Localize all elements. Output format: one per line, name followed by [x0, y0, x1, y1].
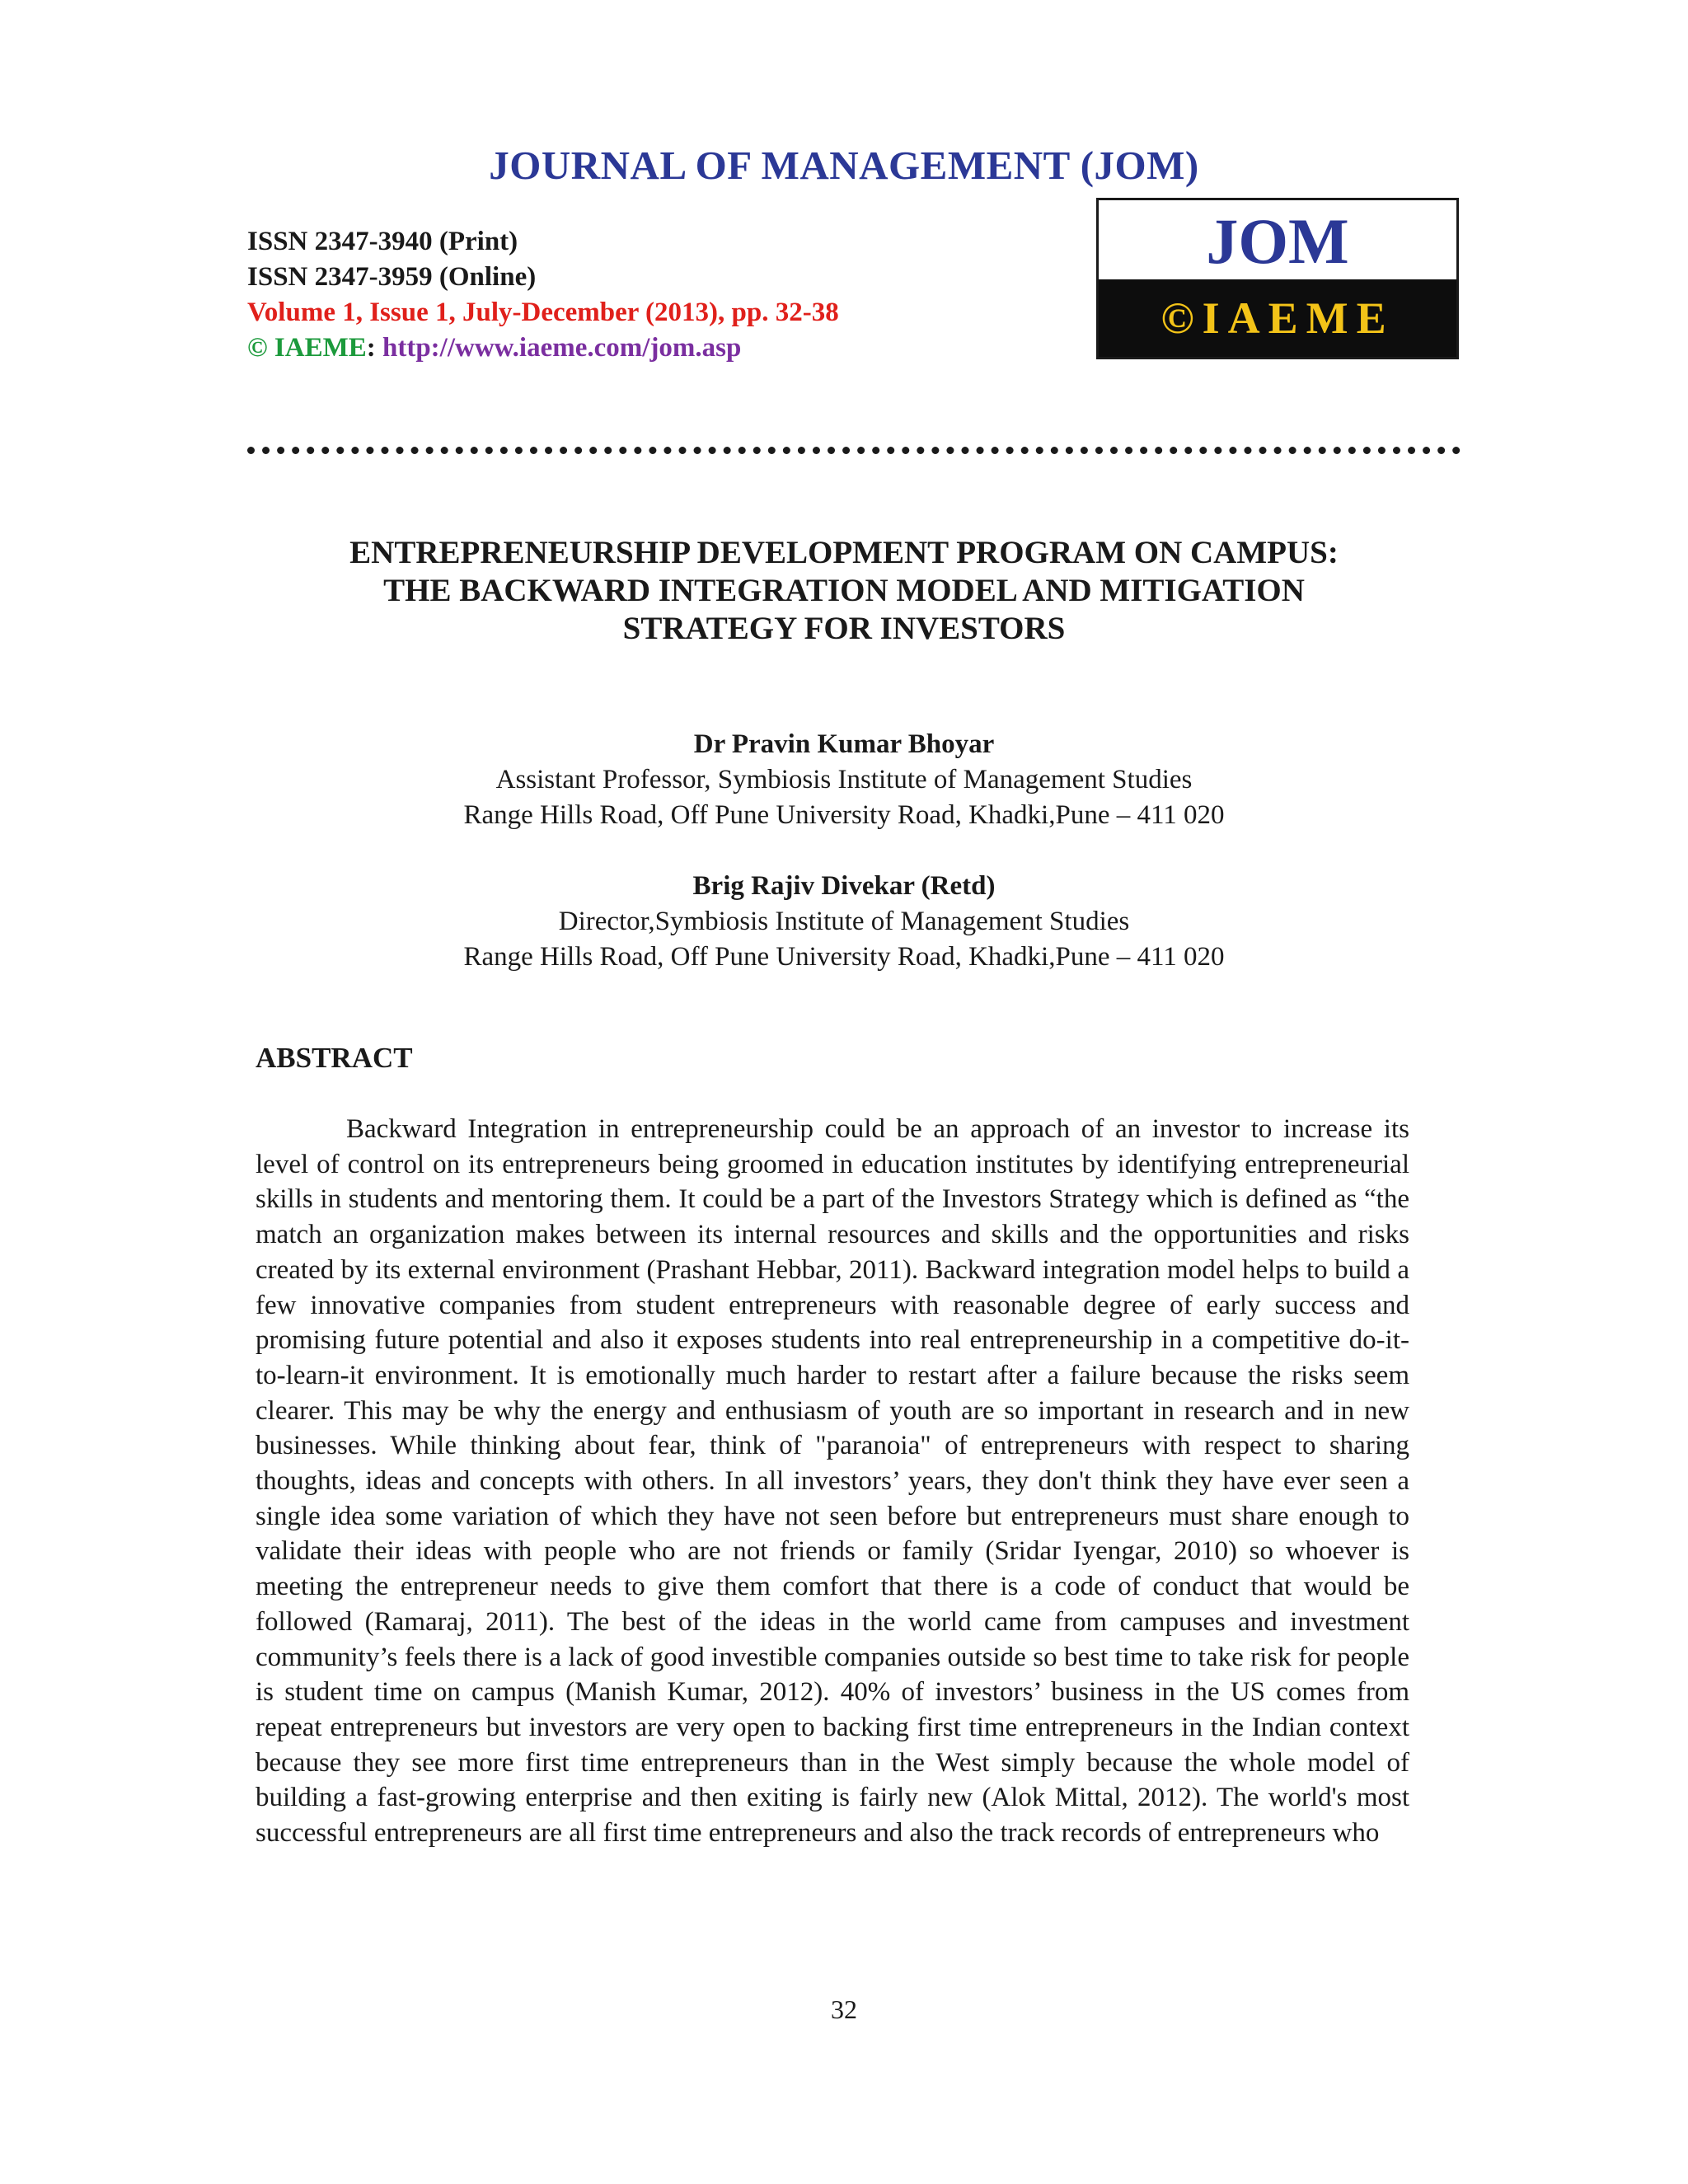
author-name: Dr Pravin Kumar Bhoyar — [693, 729, 995, 759]
journal-meta — [247, 224, 839, 366]
author-address: Range Hills Road, Off Pune University Road, Khadki,Pune – 411 020 — [463, 942, 1225, 972]
paper-title-line: STRATEGY FOR INVESTORS — [622, 611, 1066, 646]
abstract-text: Backward Integration in entrepreneurship could be an approach of an investor to increase its level of control on its entrepreneurs being groomed in education institutes by identifying entrepreneurial skills in students and mentoring them. It could be a part of the Investors Strategy which is defined as “the match an organization makes between its internal resources and skills and the opportunities and risks created by its external environment (Prashant Hebbar, 2011). Backward integration model helps to build a few innovative companies from student entrepreneurs with reasonable degree of early success and promising future potential and also it exposes students into real entrepreneurship in a competitive do-it-to-learn-it environment. It is emotionally much harder to restart after a failure because the risks seem clearer. This may be why the energy and enthusiasm of youth are so important in research and in new businesses. While thinking about fear, think of "paranoia" of entrepreneurs with respect to sharing thoughts, ideas and concepts with others. In all investors’ years, they don't think they have ever seen a single idea some variation of which they have not seen before but entrepreneurs must share enough to validate their ideas with people who are not friends or family (Sridar Iyengar, 2010) so whoever is meeting the entrepreneur needs to give them comfort that there is a code of conduct that would be followed (Ramaraj, 2011). The best of the ideas in the world came from campuses and investment community’s feels there is a lack of good investible companies outside so best time to take risk for people is student time on campus (Manish Kumar, 2012). 40% of investors’ business in the US comes from repeat entrepreneurs but investors are very open to backing first time entrepreneurs in the Indian context because they see more first time entrepreneurs than in the West simply because the whole model of building a fast-growing enterprise and then exiting is fairly new (Alok Mittal, 2012). The world's most successful entrepreneurs are all first time entrepreneurs and also the track records of entrepreneurs who — [256, 1114, 1409, 1849]
publisher-colon: : — [366, 333, 376, 363]
issn-print: ISSN 2347-3940 (Print) — [247, 227, 518, 256]
page-number: 32 — [831, 1994, 857, 2024]
paper-title — [165, 534, 1523, 648]
author-address: Range Hills Road, Off Pune University Road, Khadki,Pune – 411 020 — [463, 800, 1225, 830]
journal-url[interactable]: http://www.iaeme.com/jom.asp — [382, 333, 742, 363]
publisher-line — [247, 330, 839, 366]
author-affiliation: Director,Symbiosis Institute of Management Studies — [558, 907, 1130, 936]
author-affiliation: Assistant Professor, Symbiosis Institute of Management Studies — [495, 765, 1193, 794]
logo-iaeme-text: ©IAEME — [1099, 279, 1456, 357]
author-block-2 — [0, 869, 1688, 975]
dotted-divider — [247, 447, 1461, 454]
issn-online: ISSN 2347-3959 (Online) — [247, 262, 537, 292]
author-name: Brig Rajiv Divekar (Retd) — [692, 871, 996, 901]
journal-title: JOURNAL OF MANAGEMENT (JOM) — [489, 143, 1199, 188]
publisher-name: © IAEME — [247, 333, 367, 363]
abstract-heading: ABSTRACT — [256, 1042, 413, 1074]
volume-issue: Volume 1, Issue 1, July-December (2013), pp. 32-38 — [247, 298, 839, 327]
paper-title-line: THE BACKWARD INTEGRATION MODEL AND MITIGATION — [383, 573, 1305, 608]
paper-title-line: ENTREPRENEURSHIP DEVELOPMENT PROGRAM ON CAMPUS: — [349, 535, 1339, 570]
jom-logo — [1096, 198, 1459, 359]
logo-jom-text: JOM — [1206, 205, 1349, 277]
author-block-1 — [0, 727, 1688, 833]
